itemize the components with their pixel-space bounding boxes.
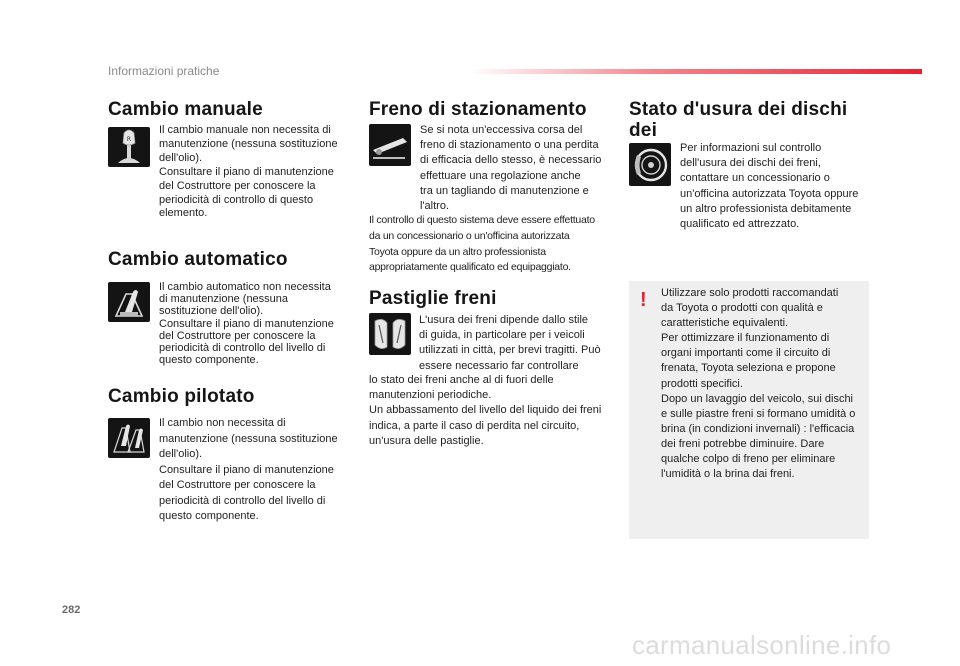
piloted-gearbox-text: Il cambio non necessita di manutenzione (nessuna sostituzione dell'olio). Consultare il piano di manutenzione del Costruttore per conoscere la periodicità di controllo del livello di questo componente. bbox=[159, 417, 338, 522]
warning-icon: ! bbox=[640, 289, 647, 311]
brake-pads-heading: Pastiglie freni bbox=[369, 288, 497, 309]
automatic-gearbox-text: Il cambio automatico non necessita di manutenzione (nessuna sostituzione dell'olio). Consultare il piano di manutenzione del Costruttore per conoscere la periodicità di controllo del livello di questo componente. bbox=[159, 281, 334, 367]
automatic-gearbox-heading: Cambio automatico bbox=[108, 249, 288, 270]
brake-pads-icon bbox=[369, 313, 411, 355]
piloted-gear-icon bbox=[108, 418, 150, 458]
brake-disc-icon bbox=[629, 143, 671, 186]
automatic-gear-icon bbox=[108, 282, 150, 322]
manual-gearbox-heading: Cambio manuale bbox=[108, 99, 263, 120]
brake-discs-text: Per informazioni sul controllo dell'usura dei dischi dei freni, contattare un concessionario o un'officina autorizzata Toyota oppure un altro professionista debitamente qualificato ed attrezzato. bbox=[680, 142, 859, 231]
brake-pads-text-continued: lo stato dei freni anche al di fuori delle manutenzioni periodiche. Un abbassamento del livello del liquido dei freni indica, a parte il caso di perdita nel circuito, un'usura delle pastiglie. bbox=[369, 374, 602, 447]
parking-brake-text: Se si nota un'eccessiva corsa del freno di stazionamento o una perdita di efficacia dello stesso, è necessario effettuare una regolazione anche tra un tagliando di manutenzione e l'altro. bbox=[420, 124, 602, 213]
svg-text:R: R bbox=[126, 136, 132, 143]
manual-gearbox-text: Il cambio manuale non necessita di manutenzione (nessuna sostituzione dell'olio). Consultare il piano di manutenzione del Costruttore per conoscere la periodicità di controllo di questo elemento. bbox=[159, 124, 338, 220]
parking-brake-heading: Freno di stazionamento bbox=[369, 99, 587, 120]
watermark: carmanualsonline.info bbox=[632, 630, 892, 660]
gear-shift-icon bbox=[108, 127, 150, 167]
section-header: Informazioni pratiche bbox=[108, 64, 220, 78]
note-text: Utilizzare solo prodotti raccomandati da Toyota o prodotti con qualità e caratteristiche equivalenti. Per ottimizzare il funzionamento di organi importanti come il circuito di frenata, Toyota seleziona e propone prodotti specifici. Dopo un lavaggio del veicolo, sui dischi e sulle piastre freni si formano umidità o brina (in condizioni invernali) : l'efficacia dei freni potrebbe diminuire. Dare qualche colpo di freno per eliminare l'umidità o la brina dai freni. bbox=[661, 287, 856, 481]
brake-pads-text: L'usura dei freni dipende dallo stile di guida, in particolare per i veicoli utilizzati in città, per brevi tragitti. Può essere necessario far controllare bbox=[419, 314, 601, 372]
parking-brake-note: Il controllo di questo sistema deve essere effettuato da un concessionario o un'officina autorizzata Toyota oppure da un altro professionista appropriatamente qualificato ed equipaggiato. bbox=[369, 214, 595, 274]
piloted-gearbox-heading: Cambio pilotato bbox=[108, 386, 255, 407]
page-number: 282 bbox=[62, 604, 81, 616]
brake-discs-heading: Stato d'usura dei dischi dei bbox=[629, 99, 848, 141]
parking-brake-icon bbox=[369, 124, 411, 166]
header-accent-bar bbox=[470, 69, 922, 74]
